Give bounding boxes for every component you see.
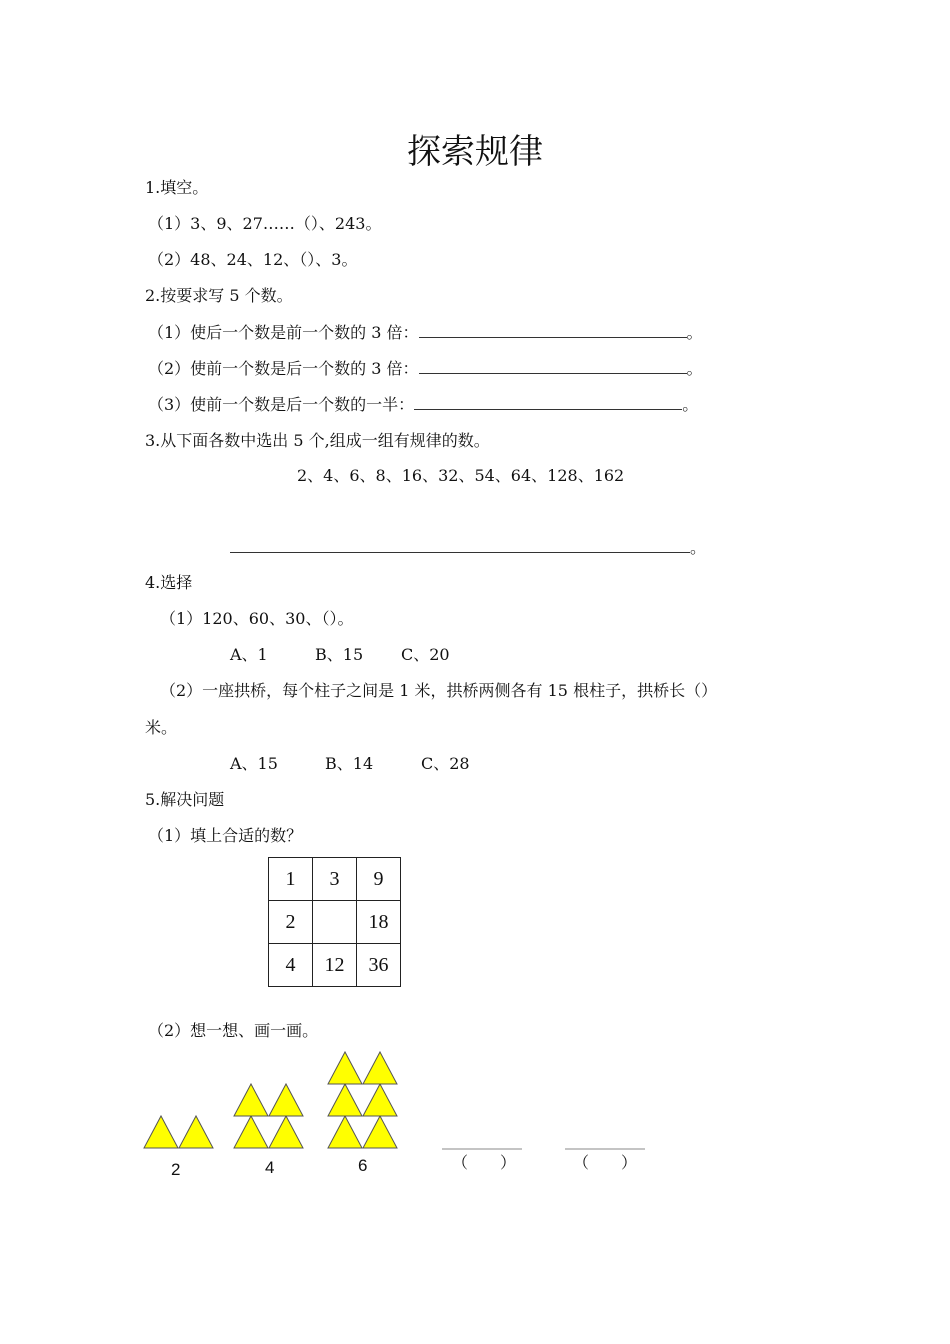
q5-item-2: （2）想一想、画一画。	[148, 1021, 319, 1040]
yellow-triangle	[328, 1084, 362, 1116]
period: 。	[682, 395, 699, 414]
q3-heading: 3.从下面各数中选出 5 个,组成一组有规律的数。	[145, 431, 490, 450]
triangle-layer	[144, 1052, 397, 1148]
q3-number-list: 2、4、6、8、16、32、54、64、128、162	[297, 466, 625, 485]
q4-item-2-option-b[interactable]: B、14	[325, 754, 374, 773]
q5-heading: 5.解决问题	[145, 790, 225, 809]
q2-item-1-text: （1）使后一个数是前一个数的 3 倍：	[148, 323, 419, 342]
grid-cell: 12	[313, 944, 357, 987]
q4-heading: 4.选择	[145, 573, 193, 592]
answer-paren-2[interactable]: （ ）	[573, 1153, 638, 1172]
grid-cell: 9	[357, 858, 401, 901]
yellow-triangle	[234, 1084, 268, 1116]
q1-heading: 1.填空。	[145, 178, 209, 197]
q2-item-3-text: （3）使前一个数是后一个数的一半：	[148, 395, 415, 414]
q4-item-1: （1）120、60、30、（）。	[160, 609, 354, 628]
q4-item-2-line-2: 米。	[145, 718, 178, 737]
answer-paren-1[interactable]: （ ）	[452, 1153, 517, 1172]
q4-item-2-option-c[interactable]: C、28	[421, 754, 470, 773]
yellow-triangle	[328, 1116, 362, 1148]
q4-item-1-option-b[interactable]: B、15	[315, 645, 364, 664]
yellow-triangle	[179, 1116, 213, 1148]
yellow-triangle	[269, 1084, 303, 1116]
period: 。	[690, 538, 707, 557]
figure-label-2: 4	[265, 1158, 275, 1177]
q2-item-2-text: （2）使前一个数是后一个数的 3 倍：	[148, 359, 419, 378]
q4-item-1-option-c[interactable]: C、20	[401, 645, 450, 664]
figure-label-3: 6	[358, 1156, 368, 1175]
grid-cell: 36	[357, 944, 401, 987]
yellow-triangle	[234, 1116, 268, 1148]
q1-item-2: （2）48、24、12、（）、3。	[148, 250, 358, 269]
yellow-triangle	[363, 1116, 397, 1148]
grid-cell: 3	[313, 858, 357, 901]
figure-label-1: 2	[171, 1160, 181, 1179]
yellow-triangle	[269, 1116, 303, 1148]
q4-item-2-option-a[interactable]: A、15	[230, 754, 278, 773]
grid-cell: 1	[269, 858, 313, 901]
q1-item-1: （1）3、9、27……（）、243。	[148, 214, 382, 233]
grid-cell: 4	[269, 944, 313, 987]
yellow-triangle	[144, 1116, 178, 1148]
q2-heading: 2.按要求写 5 个数。	[145, 286, 293, 305]
yellow-triangle	[363, 1084, 397, 1116]
grid-cell: 18	[357, 901, 401, 944]
grid-cell: 2	[269, 901, 313, 944]
period: 。	[686, 359, 703, 378]
page-title: 探索规律	[407, 132, 543, 172]
q4-item-2-line-1: （2）一座拱桥，每个柱子之间是 1 米，拱桥两侧各有 15 根柱子，拱桥长（）	[160, 681, 718, 700]
q5-item-1: （1）填上合适的数？	[148, 826, 303, 845]
yellow-triangle	[363, 1052, 397, 1084]
period: 。	[686, 323, 703, 342]
yellow-triangle	[328, 1052, 362, 1084]
q4-item-1-option-a[interactable]: A、1	[230, 645, 268, 664]
